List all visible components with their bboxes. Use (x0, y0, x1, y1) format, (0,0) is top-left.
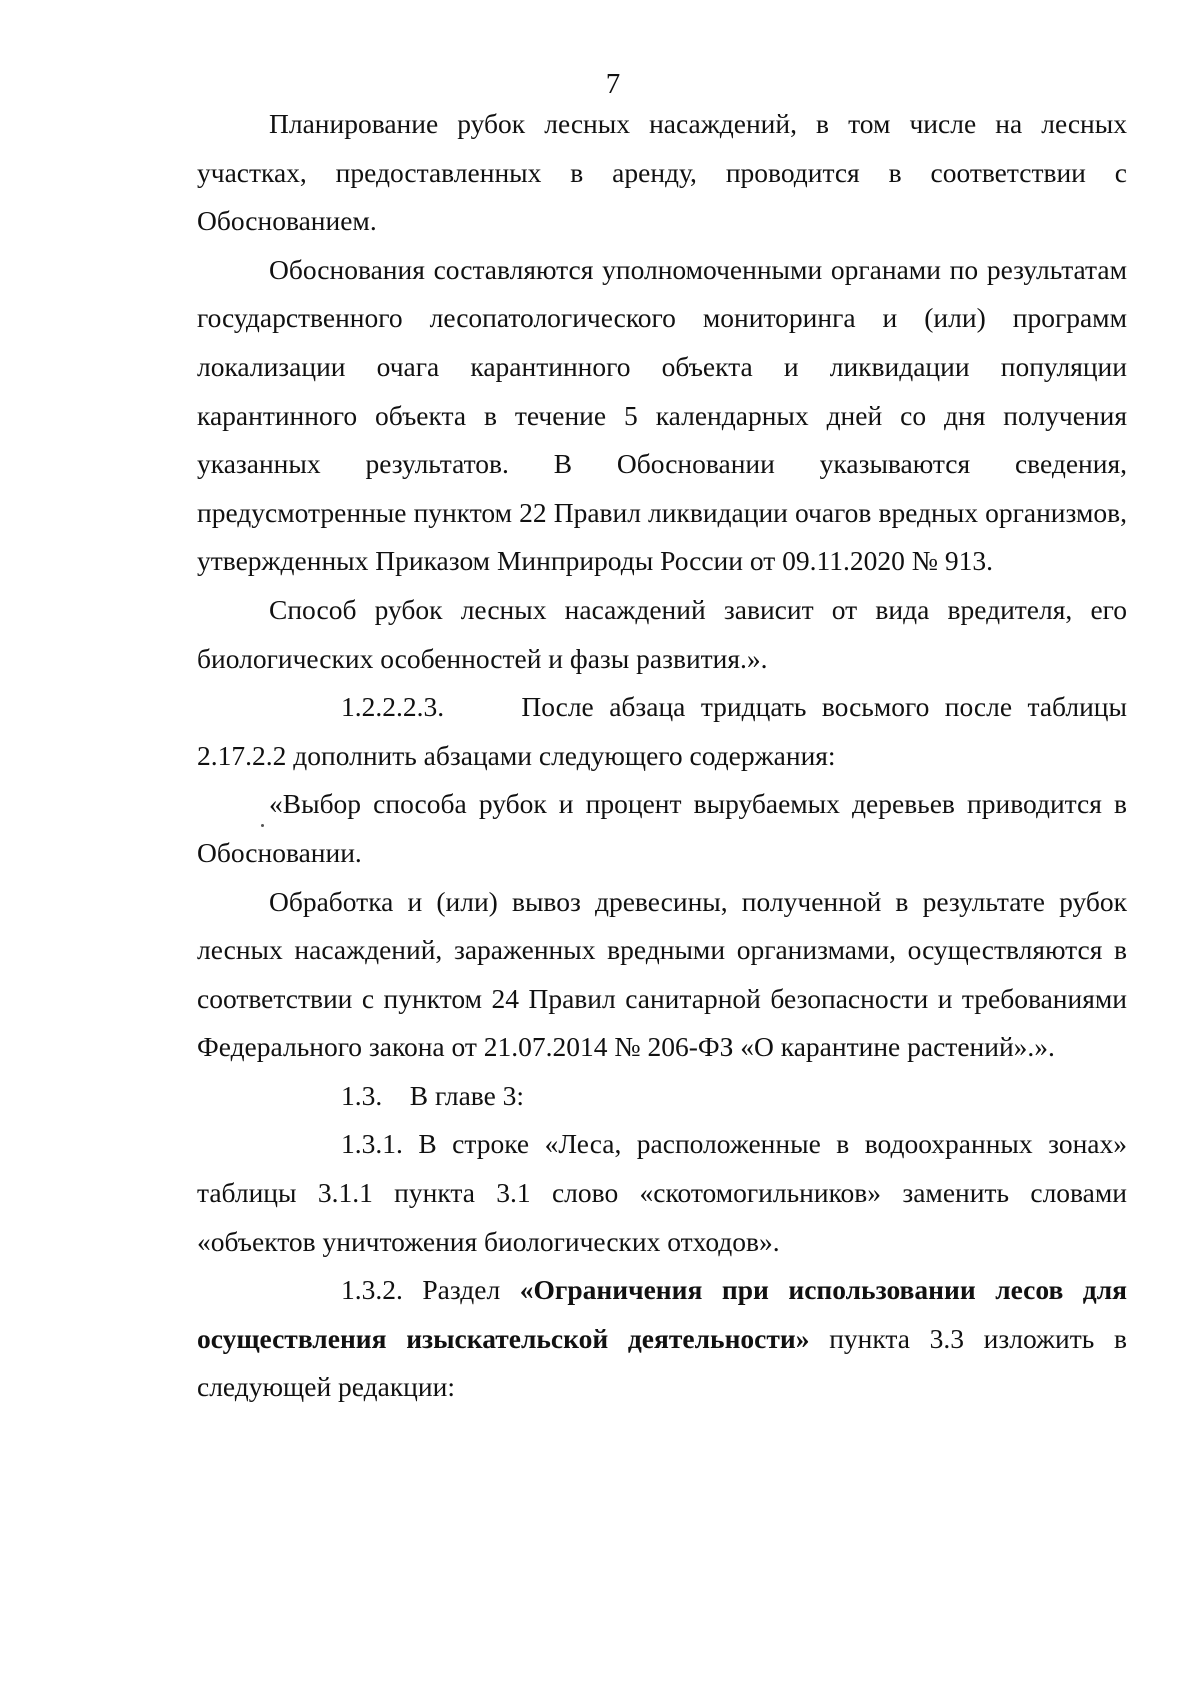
paragraph-processing-removal: Обработка и (или) вывоз древесины, полученной в результате рубок лесных насаждений, зараженных вредными организмами, осуществляются в соответствии с пунктом 24 Правил санитарной безопасности и требованиями Федерального закона от 21.07.2014 № 206-ФЗ «О карантине растений».». (197, 885, 1127, 1063)
clause-text: В главе 3: (409, 1079, 525, 1111)
paragraph-justifications: Обоснования составляются уполномоченными органами по результатам государственного лесопатологического мониторинга и (или) программ локализации очага карантинного объекта и ликвидации популяции карантинного объекта в течение 5 календарных дней со дня получения указанных результатов. В Обосновании указываются сведения, предусмотренные пунктом 22 Правил ликвидации очагов вредных организмов, утвержденных Приказом Минприроды России от 09.11.2020 № 913. (197, 253, 1127, 577)
paragraph-1-3 (197, 1072, 1127, 1121)
clause-number: 1.3. (341, 1079, 383, 1111)
clause-number: 1.3.2. (341, 1274, 403, 1306)
clause-tail: пункта 3.3 изложить в следующей редакции: (197, 1322, 1128, 1403)
clause-number: 1.2.2.2.3. (341, 691, 445, 723)
scan-speck (261, 824, 264, 827)
clause-lead: Раздел (422, 1274, 501, 1306)
section-title-bold: «Ограничения при использовании лесов для осуществления изыскательской деятельности» (197, 1274, 1128, 1354)
page-number: 7 (605, 68, 621, 100)
paragraph-planning: Планирование рубок лесных насаждений, в том числе на лесных участках, предоставленных в аренду, проводится в соответствии с Обоснованием. (197, 108, 1127, 237)
paragraph-1-2-2-2-3 (197, 683, 1127, 780)
paragraph-1-3-2 (197, 1266, 1127, 1412)
paragraph-choice-of-method: «Выбор способа рубок и процент вырубаемых деревьев приводится в Обосновании. (197, 788, 1127, 868)
clause-text: В строке «Леса, расположенные в водоохранных зонах» таблицы 3.1.1 пункта 3.1 слово «скотомогильников» заменить словами «объектов уничтожения биологических отходов». (197, 1128, 1128, 1257)
document-body (197, 100, 1127, 1412)
clause-number: 1.3.1. (341, 1128, 403, 1160)
paragraph-felling-method: Способ рубок лесных насаждений зависит от вида вредителя, его биологических особенностей и фазы развития.». (197, 593, 1127, 674)
clause-text: После абзаца тридцать восьмого после таблицы 2.17.2.2 дополнить абзацами следующего содержания: (197, 691, 1127, 771)
paragraph-1-3-1 (197, 1120, 1127, 1266)
